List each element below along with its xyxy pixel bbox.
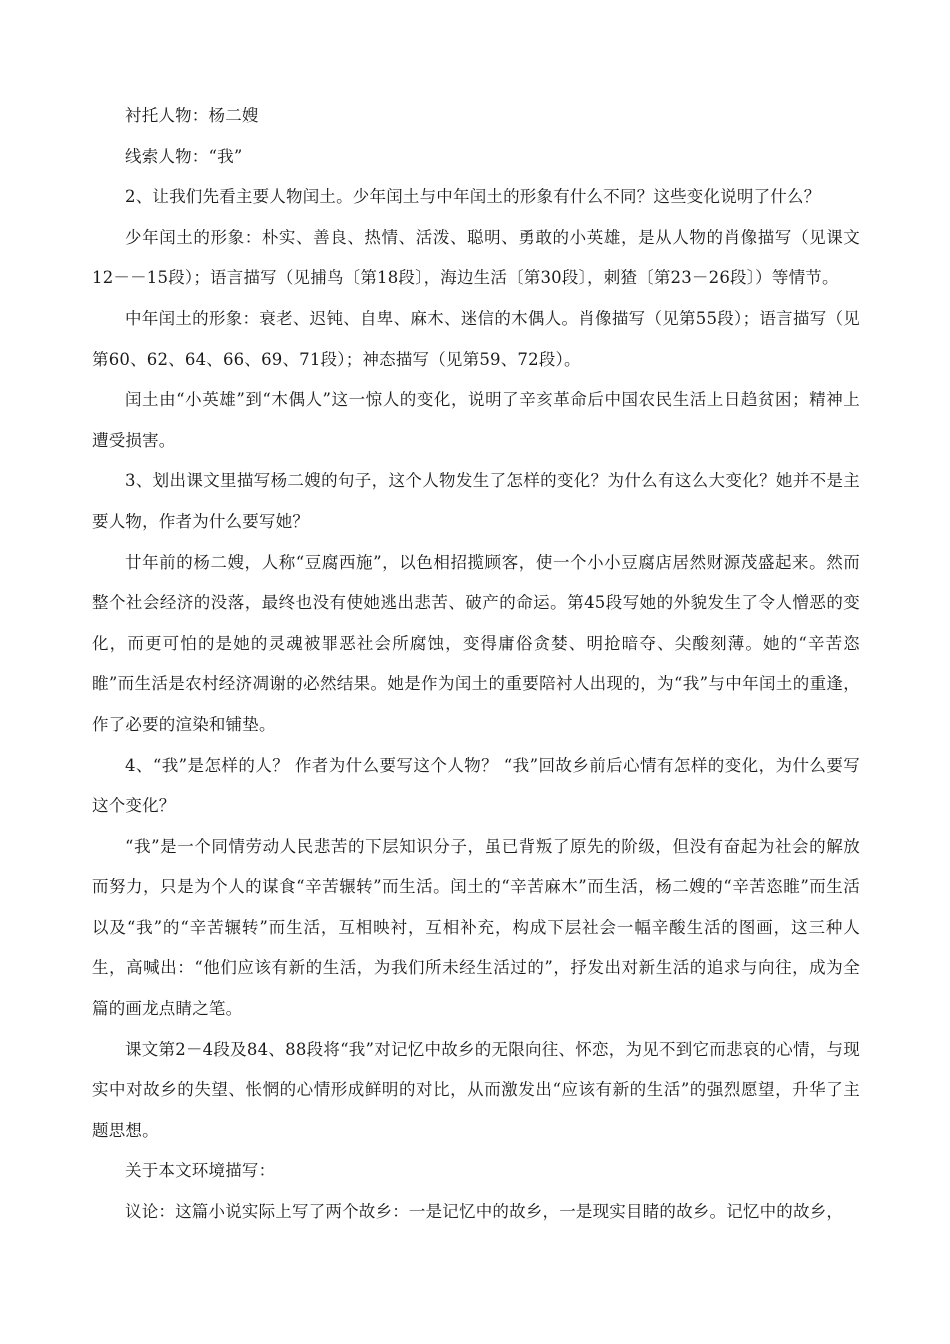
- paragraph-discussion: 议论：这篇小说实际上写了两个故乡：一是记忆中的故乡，一是现实目睹的故乡。记忆中的故乡，: [125, 1202, 844, 1222]
- paragraph-clue-character: 线索人物：“我”: [125, 146, 243, 166]
- document-body: [92, 96, 860, 1233]
- paragraph-middle-aged-runtu: 中年闰土的形象：衰老、迟钝、自卑、麻木、迷信的木偶人。肖像描写（见第55段）；语言描写（见第60、62、64、66、69、71段）；神态描写（见第59、72段）。: [92, 308, 860, 369]
- paragraph-yang-ersao: 廿年前的杨二嫂，人称“豆腐西施”，以色相招揽顾客，使一个小小豆腐店居然财源茂盛起来。然而整个社会经济的没落，最终也没有使她逃出悲苦、破产的命运。第45段写她的外貌发生了令人憎恶的变化，而更可怕的是她的灵魂被罪恶社会所腐蚀，变得庸俗贪婪、明抢暗夺、尖酸刻薄。她的“辛苦恣睢”而生活是农村经济凋谢的必然结果。她是作为闰土的重要陪衬人出现的，为“我”与中年闰土的重逢，作了必要的渲染和铺垫。: [92, 552, 860, 734]
- paragraph-supporting-character: 衬托人物：杨二嫂: [125, 106, 259, 125]
- paragraph-environment-heading: 关于本文环境描写：: [125, 1161, 276, 1181]
- paragraph-contrast: 课文第2－4段及84、88段将“我”对记忆中故乡的无限向往、怀恋，为见不到它而悲哀的心情，与现实中对故乡的失望、怅惘的心情形成鲜明的对比，从而激发出“应该有新的生活”的强烈愿望，升华了主题思想。: [92, 1039, 860, 1140]
- paragraph-question-2: 2、让我们先看主要人物闰土。少年闰土与中年闰土的形象有什么不同？这些变化说明了什么？: [125, 187, 821, 207]
- paragraph-young-runtu: 少年闰土的形象：朴实、善良、热情、活泼、聪明、勇敢的小英雄，是从人物的肖像描写（见课文12－－15段）；语言描写（见捕鸟〔第18段〕，海边生活〔第30段〕，刺猹〔第23－26段〕）等情节。: [92, 227, 860, 288]
- paragraph-question-4: 4、“我”是怎样的人？ 作者为什么要写这个人物？ “我”回故乡前后心情有怎样的变化，为什么要写这个变化？: [92, 755, 860, 816]
- paragraph-narrator: “我”是一个同情劳动人民悲苦的下层知识分子，虽已背叛了原先的阶级，但没有奋起为社会的解放而努力，只是为个人的谋食“辛苦辗转”而生活。闰土的“辛苦麻木”而生活，杨二嫂的“辛苦恣睢”而生活以及“我”的“辛苦辗转”而生活，互相映衬，互相补充，构成下层社会一幅辛酸生活的图画，这三种人生，高喊出：“他们应该有新的生活，为我们所未经生活过的”，抒发出对新生活的追求与向往，成为全篇的画龙点睛之笔。: [92, 836, 860, 1019]
- paragraph-question-3: 3、划出课文里描写杨二嫂的句子，这个人物发生了怎样的变化？为什么有这么大变化？她并不是主要人物，作者为什么要写她？: [92, 471, 860, 531]
- paragraph-runtu-change: 闰土由“小英雄”到“木偶人”这一惊人的变化，说明了辛亥革命后中国农民生活上日趋贫困；精神上遭受损害。: [92, 390, 860, 450]
